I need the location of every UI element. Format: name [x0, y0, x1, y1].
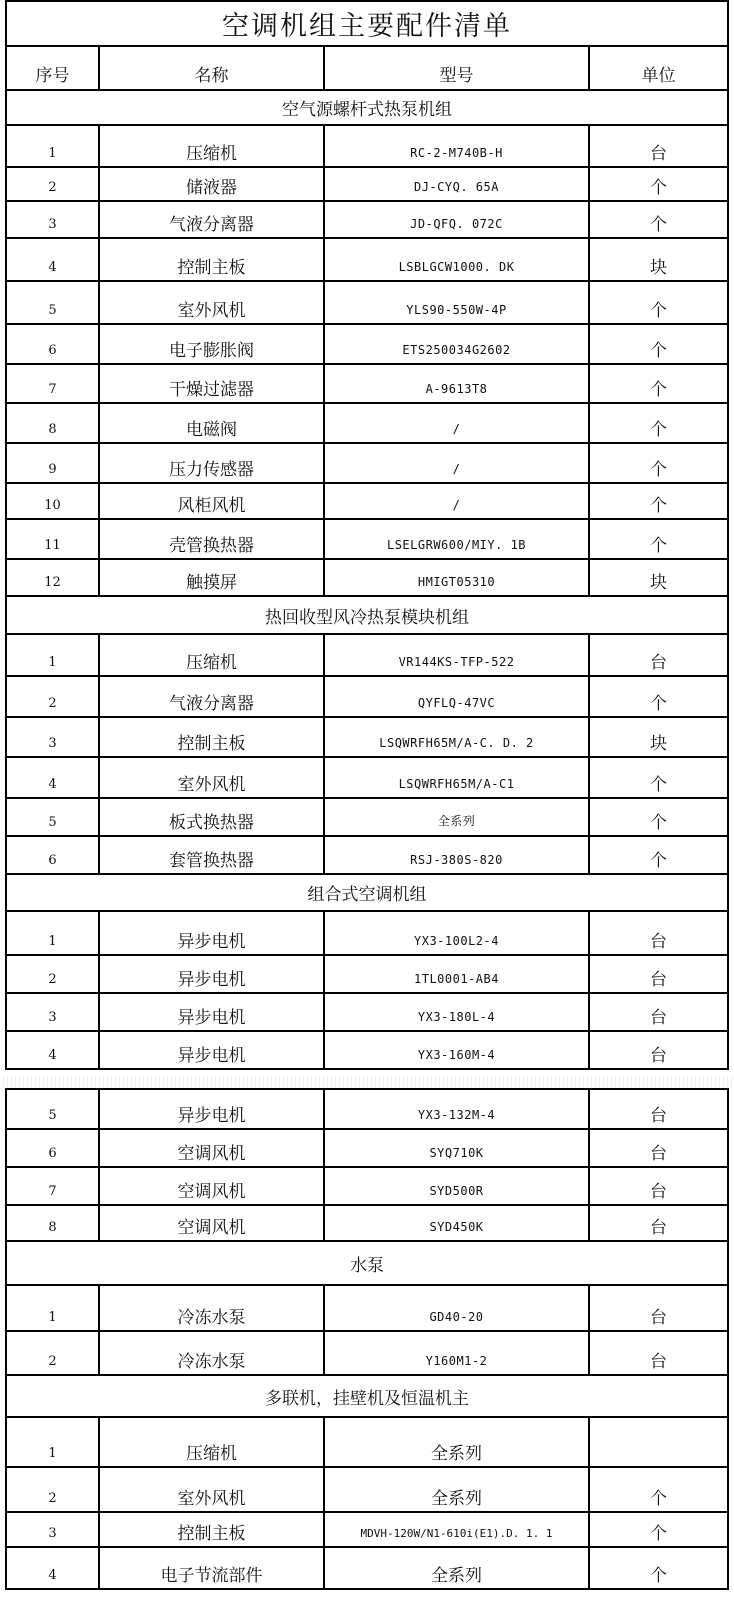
cell-seq: 7: [6, 1167, 99, 1205]
cell-seq: 2: [6, 1331, 99, 1375]
cell-model: YX3-160M-4: [324, 1031, 589, 1069]
cell-seq: 2: [6, 955, 99, 993]
header-name: 名称: [99, 46, 324, 90]
cell-model: RSJ-380S-820: [324, 836, 589, 874]
cell-seq: 1: [6, 1417, 99, 1467]
cell-name: 异步电机: [99, 911, 324, 955]
cell-model: 全系列: [324, 1417, 589, 1467]
cell-seq: 9: [6, 443, 99, 483]
cell-model: /: [324, 443, 589, 483]
table-row: [6, 1331, 728, 1375]
cell-name: 室外风机: [99, 757, 324, 798]
cell-unit: 台: [589, 1031, 728, 1069]
cell-model: LSQWRFH65M/A-C1: [324, 757, 589, 798]
cell-name: 气液分离器: [99, 676, 324, 717]
cell-seq: 4: [6, 1031, 99, 1069]
cell-seq: 3: [6, 201, 99, 238]
table-row: [6, 836, 728, 874]
cell-name: 冷冻水泵: [99, 1331, 324, 1375]
cell-name: 室外风机: [99, 281, 324, 324]
section-row: [6, 1241, 728, 1285]
cell-name: 冷冻水泵: [99, 1285, 324, 1331]
table-row: [6, 1167, 728, 1205]
table-row: [6, 676, 728, 717]
cell-seq: 5: [6, 1089, 99, 1129]
cell-seq: 1: [6, 634, 99, 676]
cell-seq: 7: [6, 364, 99, 403]
cell-unit: 个: [589, 403, 728, 443]
cell-name: 压缩机: [99, 125, 324, 167]
cell-seq: 3: [6, 717, 99, 757]
section-title: 组合式空调机组: [6, 874, 728, 911]
cell-unit: 台: [589, 1167, 728, 1205]
table-row: [6, 201, 728, 238]
cell-model: A-9613T8: [324, 364, 589, 403]
cell-name: 异步电机: [99, 1031, 324, 1069]
cell-model: /: [324, 403, 589, 443]
cell-seq: 8: [6, 403, 99, 443]
cell-model: 全系列: [324, 1547, 589, 1589]
page-break: [0, 1077, 734, 1088]
table-row: [6, 1089, 728, 1129]
table-row: [6, 559, 728, 596]
cell-name: 控制主板: [99, 1512, 324, 1547]
table-row: [6, 324, 728, 364]
cell-seq: 6: [6, 1129, 99, 1167]
cell-seq: 2: [6, 1467, 99, 1512]
table-row: [6, 1417, 728, 1467]
table-row: [6, 281, 728, 324]
cell-seq: 4: [6, 1547, 99, 1589]
cell-unit: 个: [589, 798, 728, 836]
cell-name: 空调风机: [99, 1167, 324, 1205]
cell-unit: 台: [589, 1205, 728, 1241]
cell-unit: 个: [589, 757, 728, 798]
header-model: 型号: [324, 46, 589, 90]
table-row: [6, 519, 728, 559]
table-row: [6, 483, 728, 519]
cell-unit: 个: [589, 1547, 728, 1589]
section-row: [6, 874, 728, 911]
section-row: [6, 596, 728, 634]
table-row: [6, 717, 728, 757]
table-row: [6, 443, 728, 483]
cell-unit: 个: [589, 1467, 728, 1512]
cell-name: 异步电机: [99, 993, 324, 1031]
table-row: [6, 993, 728, 1031]
table-row: [6, 1467, 728, 1512]
cell-seq: 3: [6, 1512, 99, 1547]
cell-model: YX3-132M-4: [324, 1089, 589, 1129]
cell-model: ETS250034G2602: [324, 324, 589, 364]
cell-name: 气液分离器: [99, 201, 324, 238]
table-row: [6, 1547, 728, 1589]
cell-unit: 个: [589, 836, 728, 874]
cell-seq: 2: [6, 676, 99, 717]
cell-name: 套管换热器: [99, 836, 324, 874]
cell-model: QYFLQ-47VC: [324, 676, 589, 717]
cell-model: GD40-20: [324, 1285, 589, 1331]
cell-unit: 个: [589, 281, 728, 324]
cell-unit: 台: [589, 1331, 728, 1375]
table-title: 空调机组主要配件清单: [6, 1, 728, 46]
section-title: 水泵: [6, 1241, 728, 1285]
header-row: [6, 46, 728, 90]
table-row: [6, 167, 728, 201]
section-title: 热回收型风冷热泵模块机组: [6, 596, 728, 634]
cell-unit: 台: [589, 955, 728, 993]
table-row: [6, 1129, 728, 1167]
header-unit: 单位: [589, 46, 728, 90]
cell-name: 压力传感器: [99, 443, 324, 483]
cell-name: 异步电机: [99, 1089, 324, 1129]
cell-model: JD-QFQ. 072C: [324, 201, 589, 238]
cell-model: MDVH-120W/N1-610i(E1).D. 1. 1: [324, 1512, 589, 1547]
cell-unit: 台: [589, 634, 728, 676]
table-row: [6, 757, 728, 798]
cell-unit: 块: [589, 717, 728, 757]
cell-unit: 个: [589, 364, 728, 403]
cell-model: Y160M1-2: [324, 1331, 589, 1375]
cell-model: HMIGT05310: [324, 559, 589, 596]
table-row: [6, 364, 728, 403]
cell-name: 干燥过滤器: [99, 364, 324, 403]
table-row: [6, 1512, 728, 1547]
cell-unit: 个: [589, 1512, 728, 1547]
cell-name: 压缩机: [99, 634, 324, 676]
cell-seq: 4: [6, 238, 99, 281]
cell-model: LSELGRW600/MIY. 1B: [324, 519, 589, 559]
cell-name: 触摸屏: [99, 559, 324, 596]
section-row: [6, 1375, 728, 1417]
cell-model: /: [324, 483, 589, 519]
table-row: [6, 238, 728, 281]
cell-seq: 11: [6, 519, 99, 559]
cell-seq: 6: [6, 324, 99, 364]
cell-unit: [589, 1417, 728, 1467]
section-row: [6, 90, 728, 125]
cell-model: SYD500R: [324, 1167, 589, 1205]
cell-unit: 台: [589, 1129, 728, 1167]
cell-unit: 块: [589, 559, 728, 596]
cell-name: 控制主板: [99, 717, 324, 757]
cell-name: 板式换热器: [99, 798, 324, 836]
cell-name: 异步电机: [99, 955, 324, 993]
cell-seq: 5: [6, 798, 99, 836]
cell-model: 全系列: [324, 1467, 589, 1512]
cell-model: YX3-180L-4: [324, 993, 589, 1031]
cell-unit: 台: [589, 125, 728, 167]
table-row: [6, 125, 728, 167]
table-row: [6, 1031, 728, 1069]
cell-seq: 1: [6, 911, 99, 955]
cell-name: 风柜风机: [99, 483, 324, 519]
table-row: [6, 1205, 728, 1241]
cell-unit: 台: [589, 993, 728, 1031]
cell-seq: 6: [6, 836, 99, 874]
cell-seq: 1: [6, 1285, 99, 1331]
cell-model: SYQ710K: [324, 1129, 589, 1167]
cell-unit: 台: [589, 1285, 728, 1331]
cell-model: LSQWRFH65M/A-C. D. 2: [324, 717, 589, 757]
cell-seq: 8: [6, 1205, 99, 1241]
cell-model: VR144KS-TFP-522: [324, 634, 589, 676]
cell-model: YLS90-550W-4P: [324, 281, 589, 324]
cell-name: 储液器: [99, 167, 324, 201]
cell-model: LSBLGCW1000. DK: [324, 238, 589, 281]
parts-table-bottom: [5, 1088, 729, 1590]
cell-model: DJ-CYQ. 65A: [324, 167, 589, 201]
table-row: [6, 911, 728, 955]
title-row: [6, 1, 728, 46]
cell-unit: 个: [589, 443, 728, 483]
cell-seq: 4: [6, 757, 99, 798]
cell-name: 电子节流部件: [99, 1547, 324, 1589]
cell-unit: 台: [589, 911, 728, 955]
cell-model: YX3-100L2-4: [324, 911, 589, 955]
cell-model: SYD450K: [324, 1205, 589, 1241]
cell-unit: 个: [589, 676, 728, 717]
cell-model: RC-2-M740B-H: [324, 125, 589, 167]
cell-seq: 1: [6, 125, 99, 167]
cell-model: 全系列: [324, 798, 589, 836]
table-row: [6, 955, 728, 993]
table-row: [6, 1285, 728, 1331]
cell-name: 壳管换热器: [99, 519, 324, 559]
cell-seq: 10: [6, 483, 99, 519]
cell-model: 1TL0001-AB4: [324, 955, 589, 993]
cell-name: 空调风机: [99, 1205, 324, 1241]
parts-table-top: [5, 0, 729, 1070]
cell-name: 控制主板: [99, 238, 324, 281]
cell-seq: 12: [6, 559, 99, 596]
cell-unit: 个: [589, 519, 728, 559]
cell-unit: 个: [589, 324, 728, 364]
table-row: [6, 634, 728, 676]
cell-unit: 块: [589, 238, 728, 281]
cell-name: 压缩机: [99, 1417, 324, 1467]
cell-name: 电磁阀: [99, 403, 324, 443]
cell-seq: 5: [6, 281, 99, 324]
cell-seq: 3: [6, 993, 99, 1031]
section-title: 空气源螺杆式热泵机组: [6, 90, 728, 125]
table-row: [6, 798, 728, 836]
cell-name: 室外风机: [99, 1467, 324, 1512]
table-row: [6, 403, 728, 443]
cell-unit: 个: [589, 483, 728, 519]
section-title: 多联机，挂壁机及恒温机主: [6, 1375, 728, 1417]
header-seq: 序号: [6, 46, 99, 90]
cell-name: 电子膨胀阀: [99, 324, 324, 364]
cell-name: 空调风机: [99, 1129, 324, 1167]
cell-unit: 个: [589, 167, 728, 201]
cell-unit: 个: [589, 201, 728, 238]
cell-seq: 2: [6, 167, 99, 201]
cell-unit: 台: [589, 1089, 728, 1129]
table-part-2: [0, 1088, 734, 1590]
